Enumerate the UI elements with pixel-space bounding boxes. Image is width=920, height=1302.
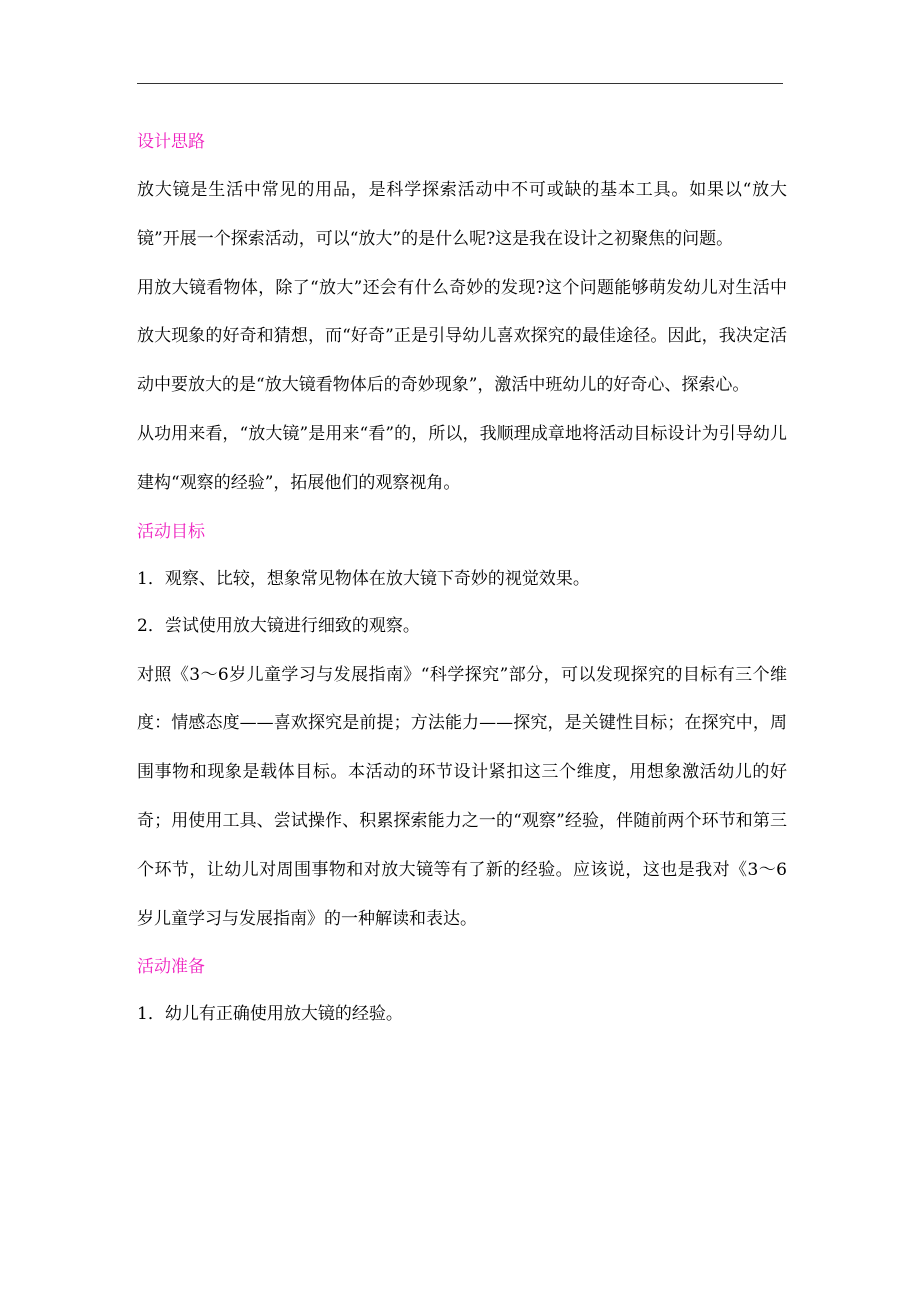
section-heading-activity-preparation: 活动准备 bbox=[137, 957, 205, 978]
list-item: 1．观察、比较，想象常见物体在放大镜下奇妙的视觉效果。 bbox=[137, 568, 590, 589]
list-item: 2．尝试使用放大镜进行细致的观察。 bbox=[137, 616, 420, 637]
section-heading-activity-goals: 活动目标 bbox=[137, 521, 205, 542]
section-activity-goals bbox=[137, 508, 787, 944]
section-heading-design-idea: 设计思路 bbox=[137, 132, 205, 152]
section-activity-preparation bbox=[137, 943, 787, 1039]
list-item: 1．幼儿有正确使用放大镜的经验。 bbox=[137, 1004, 403, 1025]
section-design-idea bbox=[137, 118, 787, 508]
document-body bbox=[137, 118, 787, 1039]
paragraph: 对照《3～6岁儿童学习与发展指南》“科学探究”部分，可以发现探究的目标有三个维度：情感态度——喜欢探究是前提；方法能力——探究，是关键性目标；在探究中，周围事物和现象是载体目标。本活动的环节设计紧扣这三个维度，用想象激活幼儿的好奇；用使用工具、尝试操作、积累探索能力之一的“观察”经验，伴随前两个环节和第三个环节，让幼儿对周围事物和对放大镜等有了新的经验。应该说，这也是我对《3～6岁儿童学习与发展指南》的一种解读和表达。 bbox=[137, 664, 787, 929]
paragraph: 从功用来看，“放大镜”是用来“看”的，所以，我顺理成章地将活动目标设计为引导幼儿建构“观察的经验”，拓展他们的观察视角。 bbox=[137, 423, 787, 493]
paragraph: 放大镜是生活中常见的用品，是科学探索活动中不可或缺的基本工具。如果以“放大镜”开展一个探索活动，可以“放大”的是什么呢?这是我在设计之初聚焦的问题。 bbox=[137, 180, 787, 249]
header-rule bbox=[137, 83, 783, 84]
paragraph: 用放大镜看物体，除了“放大”还会有什么奇妙的发现?这个问题能够萌发幼儿对生活中放大现象的好奇和猜想，而“好奇”正是引导幼儿喜欢探究的最佳途径。因此，我决定活动中要放大的是“放大镜看物体后的奇妙现象”，激活中班幼儿的好奇心、探索心。 bbox=[137, 277, 787, 396]
